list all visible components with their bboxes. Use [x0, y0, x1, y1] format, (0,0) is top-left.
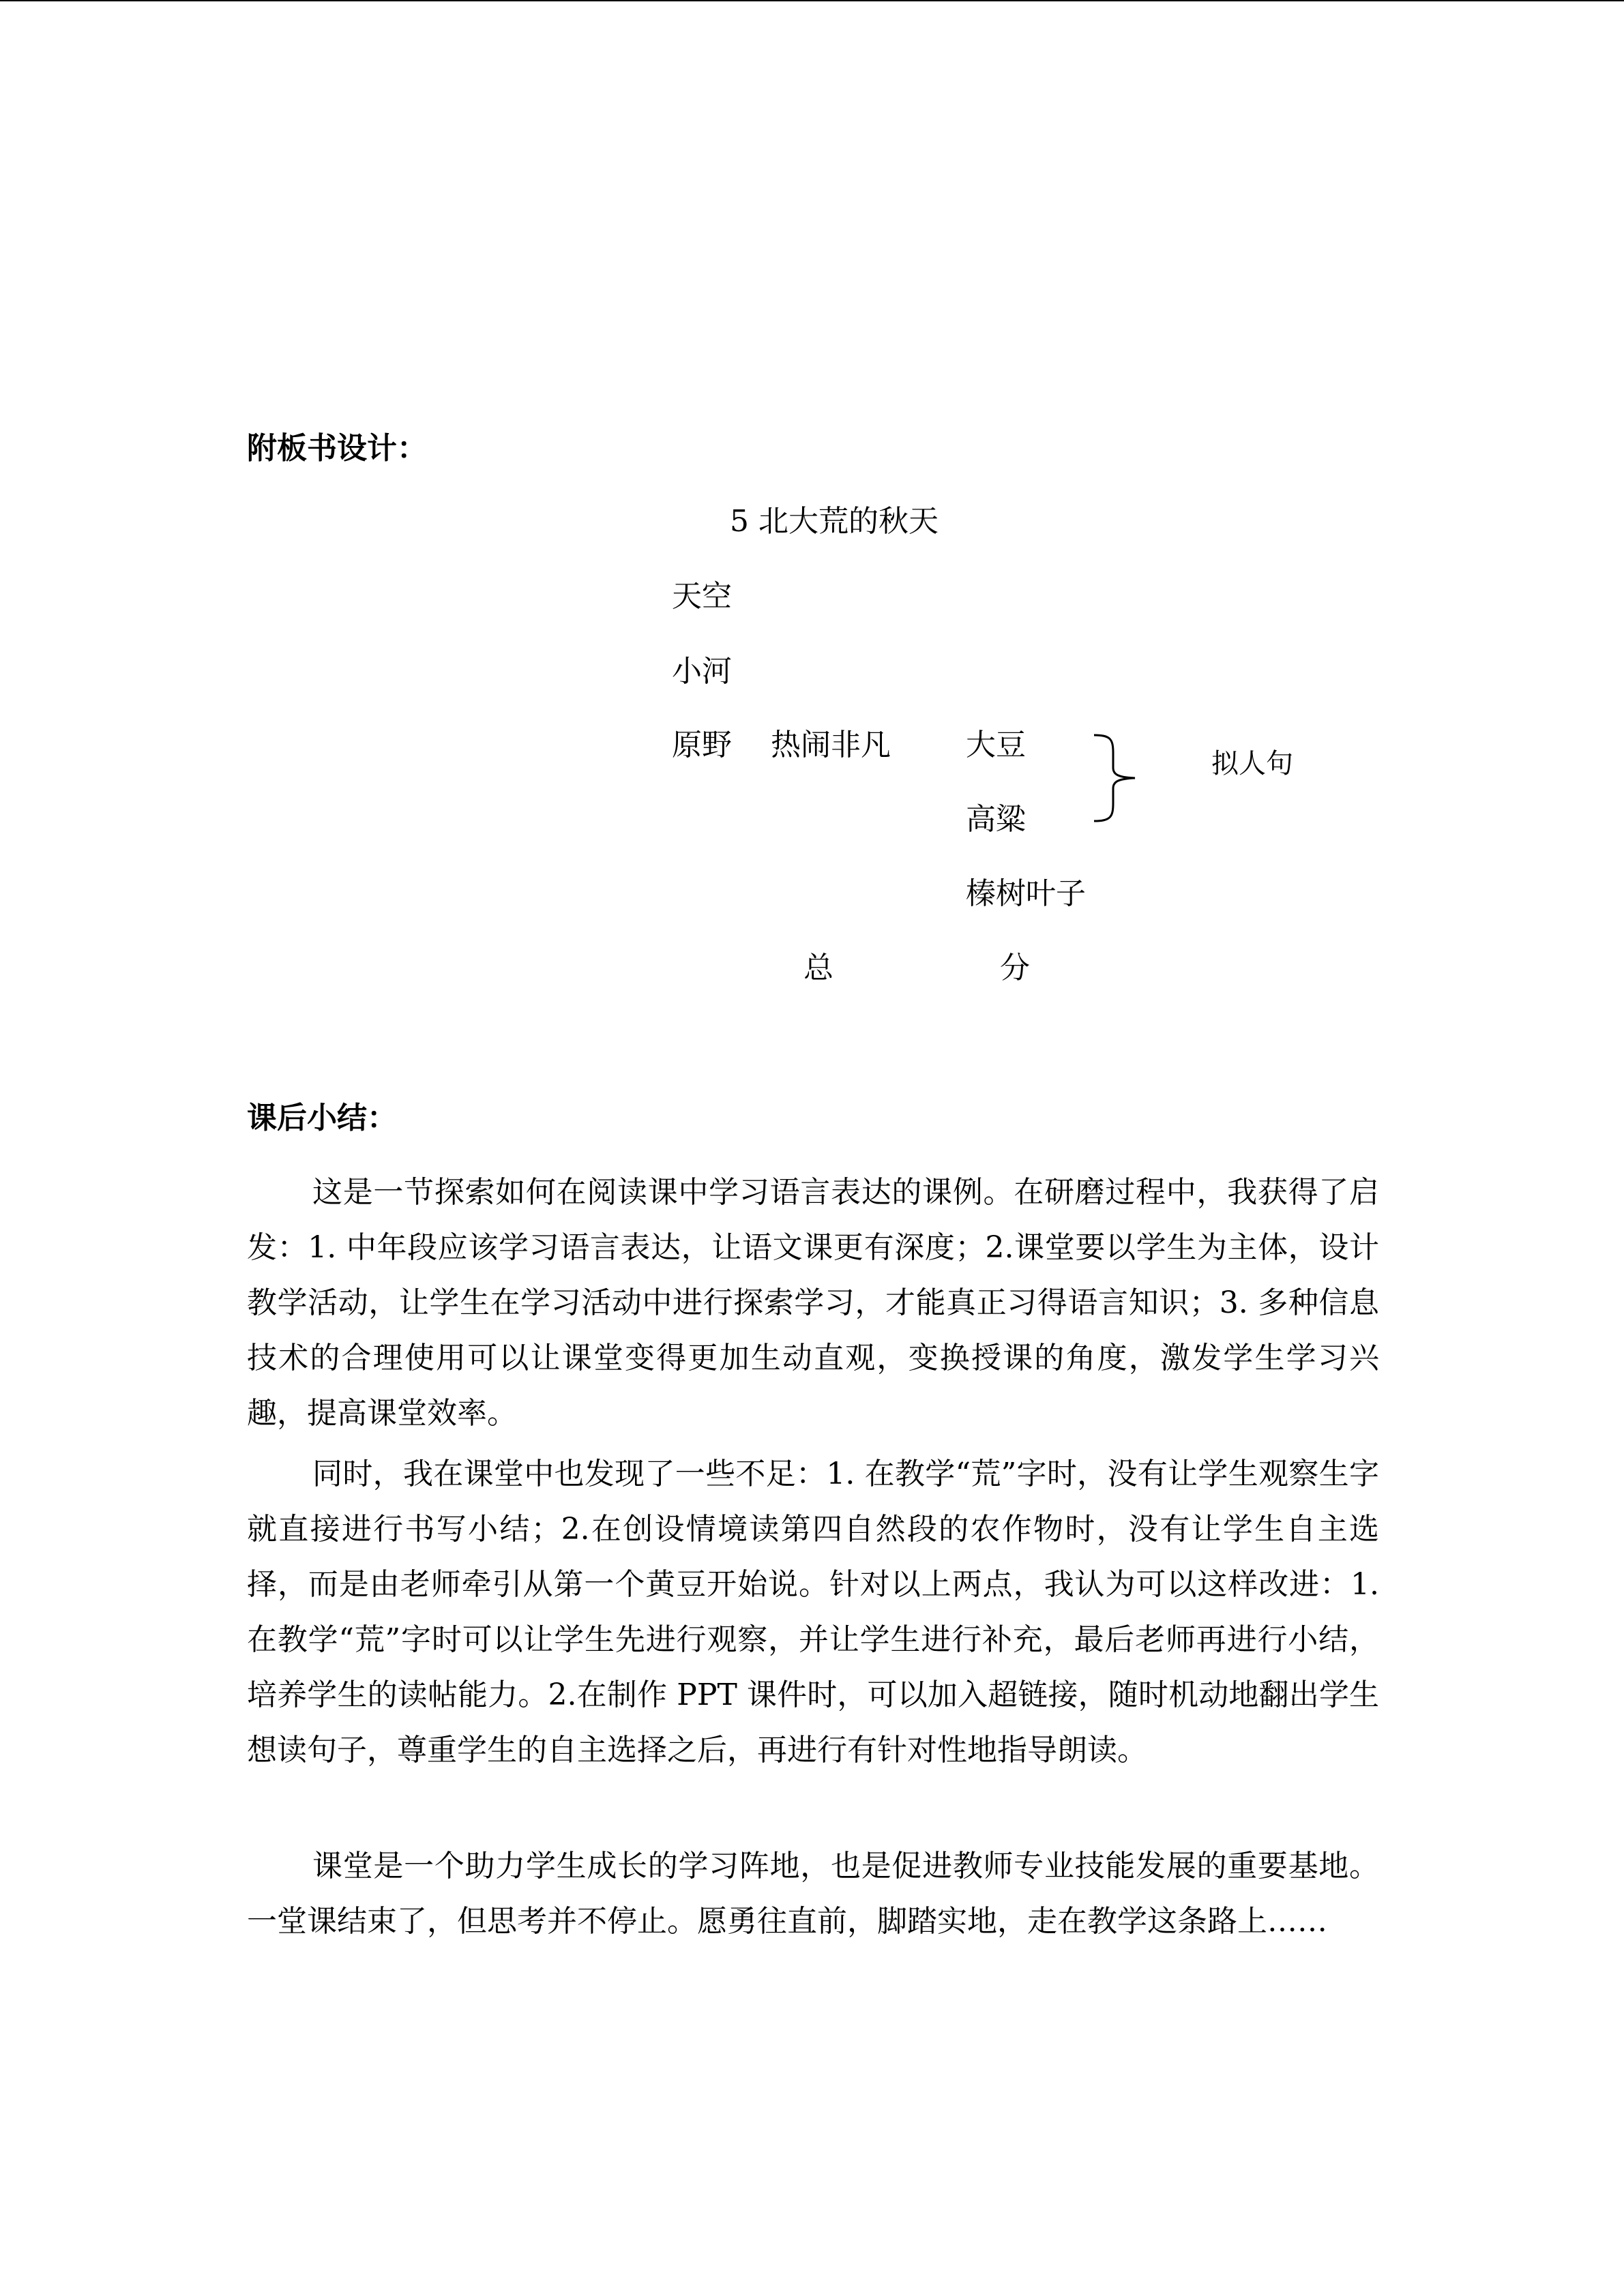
board-right-item: 大豆	[966, 728, 1026, 762]
board-bottom-left: 总	[803, 951, 833, 985]
summary-heading: 课后小结：	[247, 1101, 397, 1135]
right-brace-icon	[1091, 732, 1138, 824]
board-left-item: 原野	[672, 728, 732, 762]
board-design-heading: 附板书设计：	[247, 431, 427, 466]
board-right-item: 高粱	[966, 802, 1026, 837]
board-right-item: 榛树叶子	[966, 876, 1086, 911]
summary-paragraph: 课堂是一个助力学生成长的学习阵地，也是促进教师专业技能发展的重要基地。一堂课结束了，但思考并不停止。愿勇往直前，脚踏实地，走在教学这条路上……	[247, 1849, 1379, 1939]
brace-label: 拟人句	[1211, 748, 1293, 779]
board-left-item: 天空	[672, 579, 732, 614]
board-left-item: 小河	[672, 654, 732, 689]
summary-paragraph: 这是一节探索如何在阅读课中学习语言表达的课例。在研磨过程中，我获得了启发：1. 中年段应该学习语言表达，让语文课更有深度；2.课堂要以学生为主体，设计教学活动，让学生在学习活动中进行探索学习，才能真正习得语言知识；3. 多种信息技术的合理使用可以让课堂变得更加生动直观，变换授课的角度，激发学生学习兴趣，提高课堂效率。	[247, 1175, 1379, 1431]
top-border-line	[0, 0, 1624, 1]
board-bottom-right: 分	[1000, 951, 1030, 985]
board-title: 5 北大荒的秋天	[730, 504, 939, 539]
summary-paragraph: 同时，我在课堂中也发现了一些不足：1. 在教学“荒”字时，没有让学生观察生字就直接进行书写小结；2.在创设情境读第四自然段的农作物时，没有让学生自主选择，而是由老师牵引从第一个黄豆开始说。针对以上两点，我认为可以这样改进：1. 在教学“荒”字时可以让学生先进行观察，并让学生进行补充，最后老师再进行小结，培养学生的读帖能力。2.在制作 PPT 课件时，可以加入超链接，随时机动地翻出学生想读句子，尊重学生的自主选择之后，再进行有针对性地指导朗读。	[247, 1457, 1379, 1768]
board-middle-item: 热闹非凡	[771, 728, 891, 762]
